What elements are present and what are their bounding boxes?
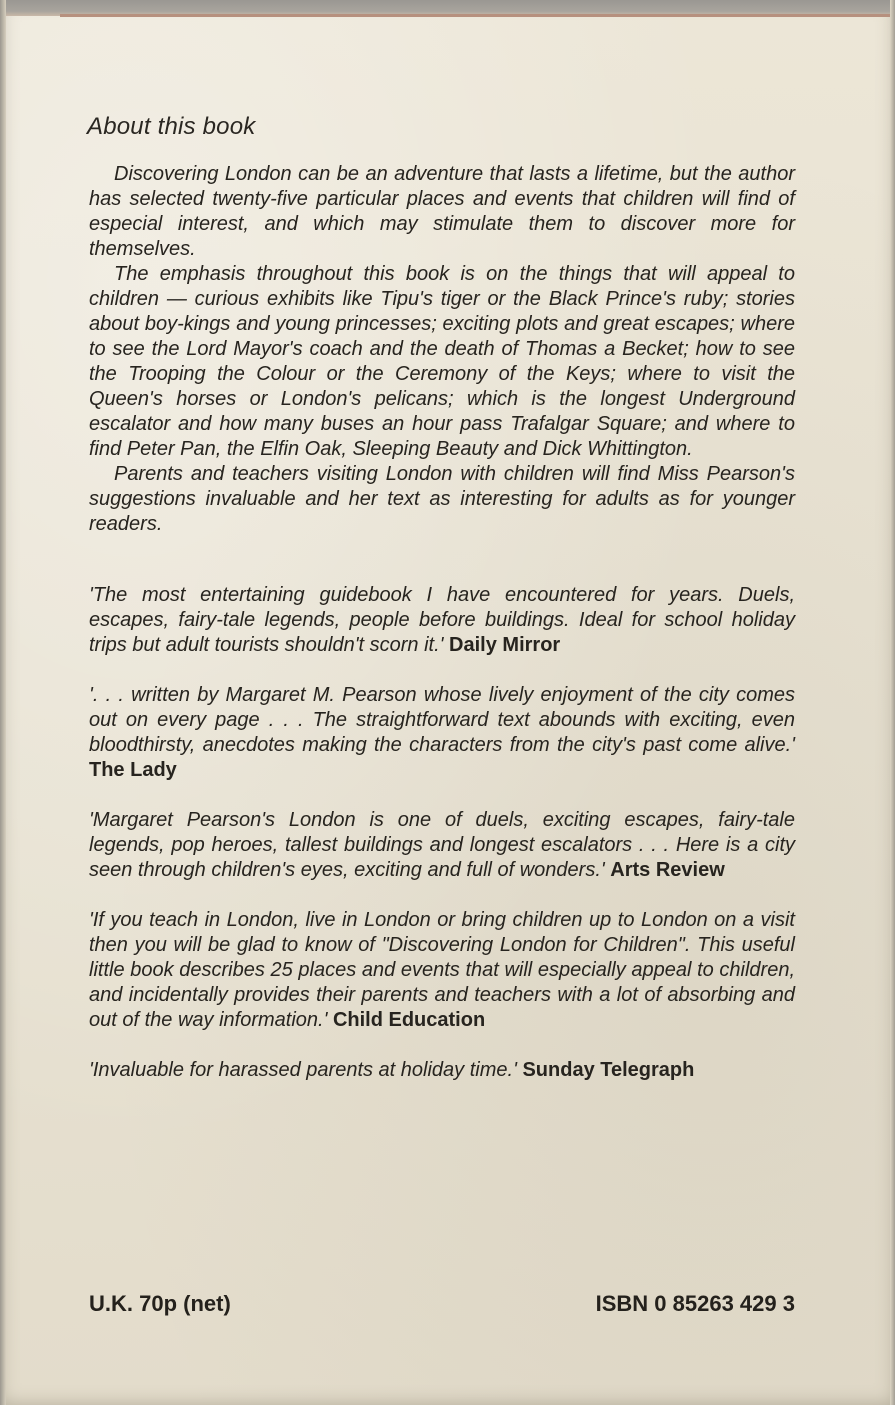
review-text: '. . . written by Margaret M. Pearson whose lively enjoyment of the city comes out on every page . . . The straightforward text abounds with exciting, even bloodthirsty, anecdotes making the characters from the city's past come alive.' [89, 684, 795, 756]
cover-right-edge [890, 0, 895, 1405]
review-quote [89, 808, 795, 883]
description-paragraph: The emphasis throughout this book is on the things that will appeal to children — curious exhibits like Tipu's tiger or the Black Prince's ruby; stories about boy-kings and young princesses; exciting plots and great escapes; where to see the Lord Mayor's coach and the death of Thomas a Becket; how to see the Trooping the Colour or the Ceremony of the Keys; where to visit the Queen's horses or London's pelicans; which is the longest Underground escalator and how many buses an hour pass Trafalgar Square; and where to find Peter Pan, the Elfin Oak, Sleeping Beauty and Dick Whittington. [89, 263, 795, 460]
review-source: Daily Mirror [449, 634, 561, 656]
isbn-label: ISBN 0 85263 429 3 [595, 1291, 795, 1316]
review-source: Arts Review [610, 859, 725, 881]
review-text: 'Margaret Pearson's London is one of duels, exciting escapes, fairy-tale legends, pop heroes, tallest buildings and longest escalators . . . Here is a city seen through children's eyes, exciting and full of wonders.' [89, 809, 795, 881]
cover-left-edge [0, 0, 6, 1405]
section-heading: About this book [87, 113, 256, 140]
review-quotes [89, 583, 795, 1108]
review-source: Child Education [332, 1009, 486, 1031]
book-description [89, 162, 795, 537]
review-text: 'If you teach in London, live in London or bring children up to London on a visit then you will be glad to know of "Discovering London for Children". This useful little book describes 25 places and events that will especially appeal to children, and incidentally provides their parents and teachers with a lot of absorbing and out of the way information.' [89, 909, 795, 1031]
description-paragraph: Discovering London can be an adventure that lasts a lifetime, but the author has selected twenty-five particular places and events that children will find of especial interest, and which may stimulate them to discover more for themselves. [89, 163, 795, 260]
review-quote [89, 683, 795, 783]
review-quote [89, 583, 795, 658]
review-source: The Lady [89, 759, 177, 781]
cover-spine-red-edge [60, 14, 895, 17]
review-source: Sunday Telegraph [522, 1059, 695, 1081]
review-text: 'The most entertaining guidebook I have encountered for years. Duels, escapes, fairy-tale legends, people before buildings. Ideal for school holiday trips but adult tourists shouldn't scorn it.' [89, 584, 795, 656]
description-paragraph: Parents and teachers visiting London with children will find Miss Pearson's suggestions invaluable and her text as interesting for adults as for younger readers. [89, 463, 795, 535]
review-quote [89, 1058, 795, 1083]
review-quote [89, 908, 795, 1033]
review-text: 'Invaluable for harassed parents at holiday time.' [89, 1059, 517, 1081]
price-label: U.K. 70p (net) [89, 1291, 231, 1316]
